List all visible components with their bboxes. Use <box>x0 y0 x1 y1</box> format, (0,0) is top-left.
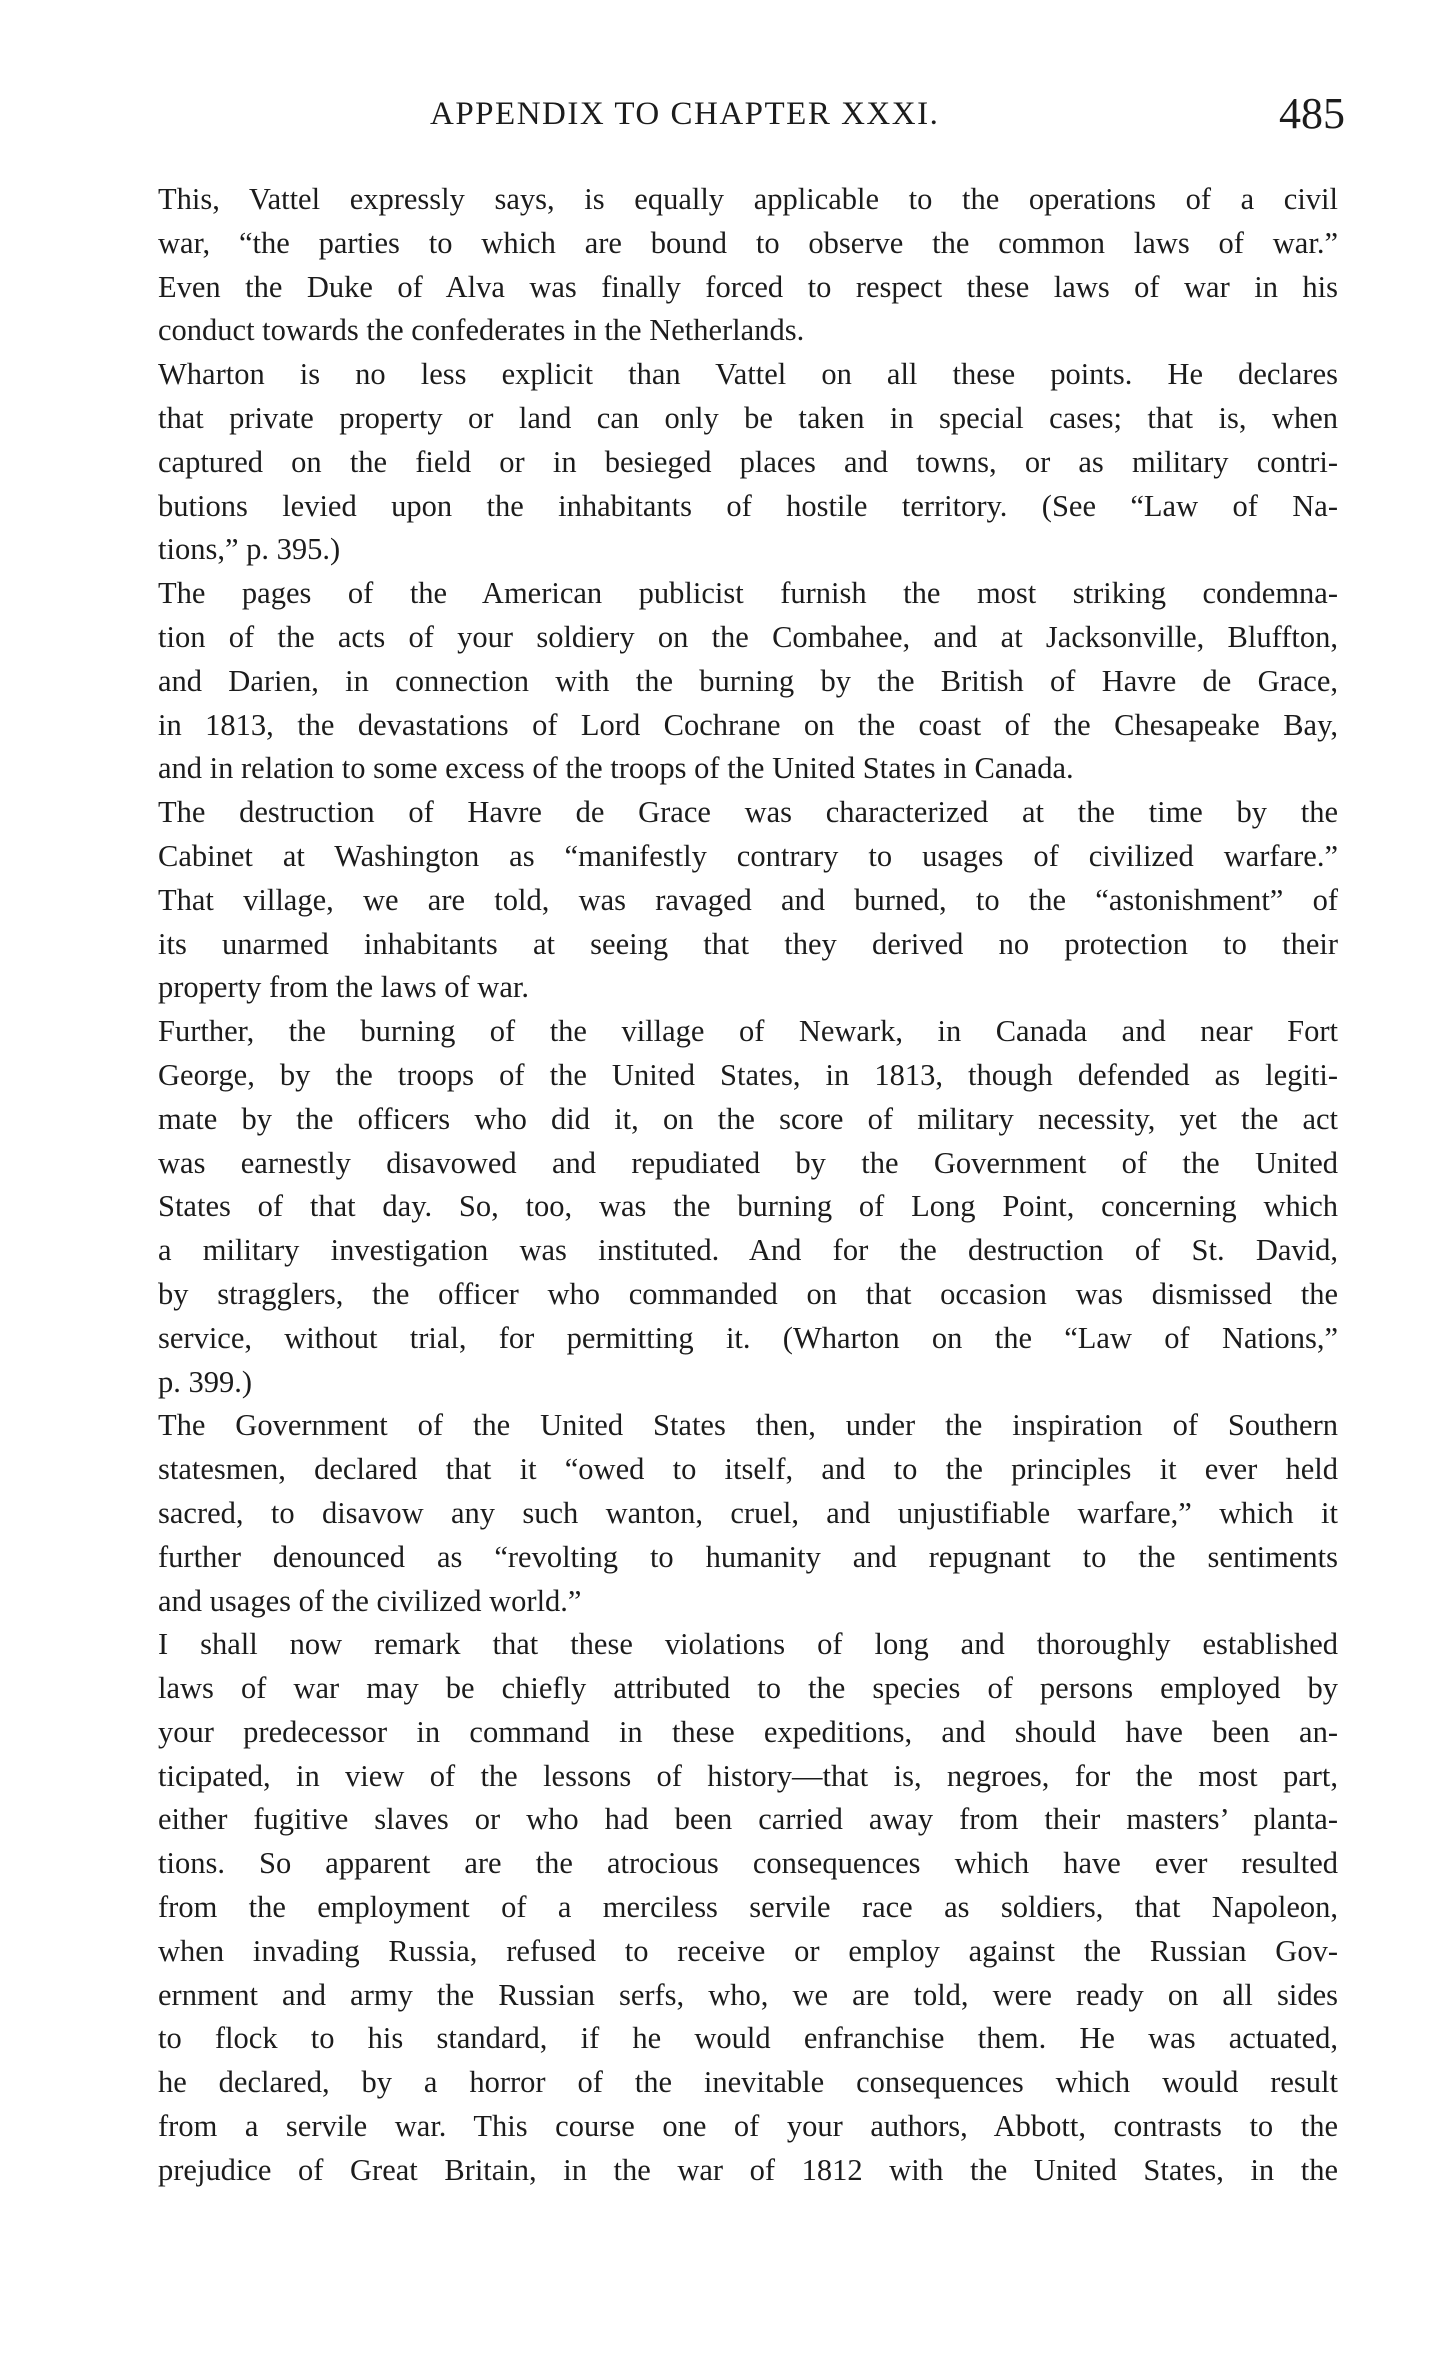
text-line: George, by the troops of the United States, in 1813, though defended as legiti- <box>158 1057 1338 1092</box>
text-line: captured on the field or in besieged places and towns, or as military contri- <box>158 444 1338 479</box>
running-title: APPENDIX TO CHAPTER XXXI. <box>430 96 940 132</box>
text-line: States of that day. So, too, was the burning of Long Point, concerning which <box>158 1189 1338 1224</box>
text-line: service, without trial, for permitting it. (Wharton on the “Law of Nations,” <box>158 1320 1338 1355</box>
text-line: from a servile war. This course one of your authors, Abbott, contrasts to the <box>158 2109 1338 2144</box>
text-line: The Government of the United States then, under the inspiration of Southern <box>158 1408 1338 1443</box>
text-line: laws of war may be chiefly attributed to the species of persons employed by <box>158 1671 1338 1706</box>
text-line: in 1813, the devastations of Lord Cochrane on the coast of the Chesapeake Bay, <box>158 707 1338 742</box>
text-line: and usages of the civilized world.” <box>158 1583 582 1618</box>
text-line: from the employment of a merciless servile race as soldiers, that Napoleon, <box>158 1890 1338 1925</box>
text-line: tions,” p. 395.) <box>158 532 341 567</box>
text-line: that private property or land can only be taken in special cases; that is, when <box>158 400 1338 435</box>
text-line: either fugitive slaves or who had been carried away from their masters’ planta- <box>158 1802 1338 1837</box>
text-line: Further, the burning of the village of Newark, in Canada and near Fort <box>158 1014 1338 1049</box>
text-line: The pages of the American publicist furnish the most striking condemna- <box>158 576 1338 611</box>
text-line: prejudice of Great Britain, in the war of 1812 with the United States, in the <box>158 2152 1338 2187</box>
text-line: Wharton is no less explicit than Vattel on all these points. He declares <box>158 357 1338 392</box>
text-line: by stragglers, the officer who commanded on that occasion was dismissed the <box>158 1276 1338 1311</box>
text-line: This, Vattel expressly says, is equally applicable to the operations of a civil <box>158 182 1338 216</box>
text-line: tions. So apparent are the atrocious consequences which have ever resulted <box>158 1846 1338 1881</box>
text-line: when invading Russia, refused to receive or employ against the Russian Gov- <box>158 1933 1338 1968</box>
text-line: he declared, by a horror of the inevitable consequences which would result <box>158 2065 1338 2100</box>
text-line: and Darien, in connection with the burning by the British of Havre de Grace, <box>158 663 1338 698</box>
text-line: p. 399.) <box>158 1364 253 1399</box>
text-line: I shall now remark that these violations of long and thoroughly established <box>158 1627 1338 1662</box>
text-line: further denounced as “revolting to humanity and repugnant to the sentiments <box>158 1539 1338 1574</box>
text-line: statesmen, declared that it “owed to itself, and to the principles it ever held <box>158 1452 1338 1487</box>
text-line: a military investigation was instituted. And for the destruction of St. David, <box>158 1233 1338 1268</box>
text-line: That village, we are told, was ravaged and burned, to the “astonishment” of <box>158 882 1338 917</box>
text-line: war, “the parties to which are bound to observe the common laws of war.” <box>158 225 1338 260</box>
body-text <box>158 178 1338 2193</box>
text-line: ticipated, in view of the lessons of history—that is, negroes, for the most part, <box>158 1758 1338 1793</box>
text-line: conduct towards the confederates in the Netherlands. <box>158 313 805 348</box>
text-line: your predecessor in command in these expeditions, and should have been an- <box>158 1714 1338 1749</box>
text-line: sacred, to disavow any such wanton, cruel, and unjustifiable warfare,” which it <box>158 1495 1338 1530</box>
text-line: property from the laws of war. <box>158 970 529 1005</box>
text-line: Even the Duke of Alva was finally forced to respect these laws of war in his <box>158 269 1338 304</box>
text-line: tion of the acts of your soldiery on the Combahee, and at Jacksonville, Bluffton, <box>158 619 1338 654</box>
text-line: was earnestly disavowed and repudiated by the Government of the United <box>158 1145 1338 1180</box>
text-line: Cabinet at Washington as “manifestly contrary to usages of civilized warfare.” <box>158 838 1338 873</box>
text-line: to flock to his standard, if he would enfranchise them. He was actuated, <box>158 2021 1338 2056</box>
text-line: mate by the officers who did it, on the score of military necessity, yet the act <box>158 1101 1338 1136</box>
text-line: ernment and army the Russian serfs, who, we are told, were ready on all sides <box>158 1977 1338 2012</box>
page-number: 485 <box>1279 89 1345 138</box>
running-header <box>150 88 1345 148</box>
text-line: its unarmed inhabitants at seeing that they derived no protection to their <box>158 926 1338 961</box>
text-line: and in relation to some excess of the troops of the United States in Canada. <box>158 751 1074 786</box>
text-line: The destruction of Havre de Grace was characterized at the time by the <box>158 795 1338 830</box>
text-line: butions levied upon the inhabitants of hostile territory. (See “Law of Na- <box>158 488 1338 523</box>
